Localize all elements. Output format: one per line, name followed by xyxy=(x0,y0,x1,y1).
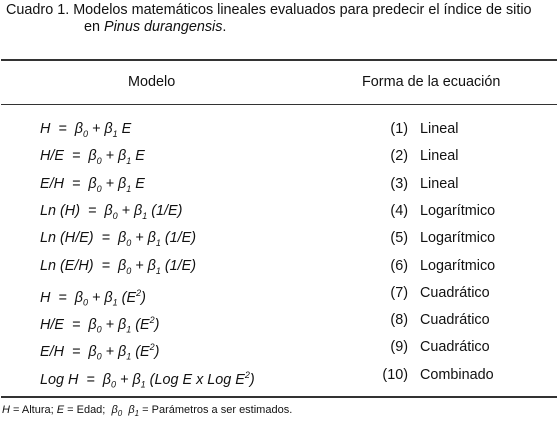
model-equation: Log $H = \beta_0 + \beta_1$ (Log E x Log $E^2$) xyxy=(40,369,255,390)
equation-form: Logarítmico xyxy=(420,230,496,247)
top-rule xyxy=(1,59,557,61)
model-equation: $H = \beta_0 + \beta_1$ E xyxy=(40,121,132,139)
equation-number: (5) xyxy=(390,230,408,247)
equation-number: (3) xyxy=(390,175,408,192)
header-rule xyxy=(1,104,557,105)
caption-line-2 xyxy=(6,19,558,36)
equation-form: Combinado xyxy=(420,366,494,383)
table-row xyxy=(0,280,560,307)
model-equation: Ln $(E/H) = \beta_0 + \beta_1$ (1/E) xyxy=(40,257,197,276)
model-equation: $E/H = \beta_0 + \beta_1$ E xyxy=(40,175,145,194)
model-equation: $H/E = \beta_0 + \beta_1$ E xyxy=(40,148,145,167)
caption-line-2-suffix: . xyxy=(222,19,227,35)
table-row xyxy=(0,307,560,334)
table-row xyxy=(0,116,560,143)
equation-number: (9) xyxy=(390,339,408,356)
table-row xyxy=(0,171,560,198)
caption-species: Pinus durangensis xyxy=(104,19,223,35)
equation-form: Lineal xyxy=(420,148,459,165)
equation-number: (10) xyxy=(382,366,408,383)
equation-form: Cuadrático xyxy=(420,339,490,356)
table-row xyxy=(0,198,560,225)
table-row xyxy=(0,334,560,361)
table-row xyxy=(0,253,560,280)
model-equation: $H = \beta_0 + \beta_1$ $(E^2)$ xyxy=(40,287,146,308)
equation-number: (6) xyxy=(390,257,408,274)
model-equation: Ln $(H) = \beta_0 + \beta_1$ (1/E) xyxy=(40,202,183,221)
equation-form: Lineal xyxy=(420,175,459,192)
table-row xyxy=(0,225,560,252)
table-caption xyxy=(6,2,558,36)
equation-form: Cuadrático xyxy=(420,284,490,301)
column-header-modelo: Modelo xyxy=(128,74,176,90)
footnote: H = Altura; E = Edad; $\beta_0$ $\beta_1$ = Parámetros a ser estimados. xyxy=(2,404,293,419)
equation-number: (1) xyxy=(390,121,408,137)
equation-form: Lineal xyxy=(420,121,459,137)
column-header-forma: Forma de la ecuación xyxy=(362,74,501,90)
equation-form: Cuadrático xyxy=(420,312,490,329)
table-row xyxy=(0,143,560,170)
table-row xyxy=(0,362,560,389)
model-equation: Ln $(H/E) = \beta_0 + \beta_1$ (1/E) xyxy=(40,230,197,249)
equation-number: (8) xyxy=(390,312,408,329)
equation-number: (2) xyxy=(390,148,408,165)
bottom-rule xyxy=(1,396,557,398)
model-equation: $E/H = \beta_0 + \beta_1$ $(E^2)$ xyxy=(40,342,160,363)
equation-form: Logarítmico xyxy=(420,202,496,219)
caption-line-1: Cuadro 1. Modelos matemáticos lineales evaluados para predecir el índice de sitio xyxy=(6,2,532,18)
model-equation: $H/E = \beta_0 + \beta_1$ $(E^2)$ xyxy=(40,315,160,335)
caption-line-2-prefix: en xyxy=(84,19,105,35)
equation-form: Logarítmico xyxy=(420,257,496,274)
equation-number: (4) xyxy=(390,202,408,219)
equation-number: (7) xyxy=(390,284,408,301)
